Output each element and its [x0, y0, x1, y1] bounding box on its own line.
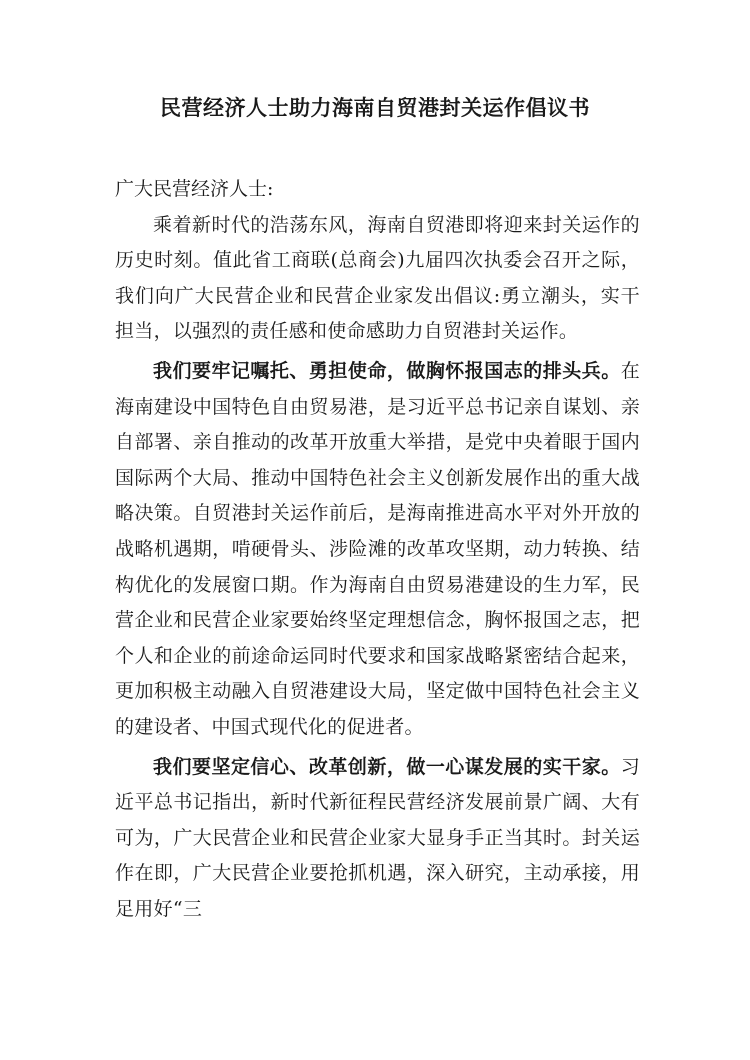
paragraph-2-lead: 我们要牢记嘱托、勇担使命，做胸怀报国志的排头兵。: [153, 359, 621, 382]
paragraph-2-text: 在海南建设中国特色自由贸易港，是习近平总书记亲自谋划、亲自部署、亲自推动的改革开放重大举措，是党中央着眼于国内国际两个大局、推动中国特色社会主义创新发展作出的重大战略决策。自贸港封关运作前后，是海南推进高水平对外开放的战略机遇期，啃硬骨头、涉险滩的改革攻坚期，动力转换、结构优化的发展窗口期。作为海南自由贸易港建设的生力军，民营企业和民营企业家要始终坚定理想信念，胸怀报国之志，把个人和企业的前途命运同时代要求和国家战略紧密结合起来，更加积极主动融入自贸港建设大局，坚定做中国特色社会主义的建设者、中国式现代化的促进者。: [115, 359, 640, 738]
paragraph-3-lead: 我们要坚定信心、改革创新，做一心谋发展的实干家。: [153, 755, 621, 778]
paragraph-3-text: 习近平总书记指出，新时代新征程民营经济发展前景广阔、大有可为，广大民营企业和民营企业家大显身手正当其时。封关运作在即，广大民营企业要抢抓机遇，深入研究，主动承接，用足用好“三: [115, 755, 640, 920]
document-body: [115, 172, 640, 927]
paragraph-3: [115, 750, 640, 928]
paragraph-1-text: 乘着新时代的浩荡东风，海南自贸港即将迎来封关运作的历史时刻。值此省工商联(总商会)九届四次执委会召开之际，我们向广大民营企业和民营企业家发出倡议:勇立潮头，实干担当，以强烈的责任感和使命感助力自贸港封关运作。: [115, 213, 640, 343]
paragraph-1: [115, 208, 640, 350]
paragraph-2: [115, 354, 640, 746]
document-title: 民营经济人士助力海南自贸港封关运作倡议书: [160, 95, 590, 120]
salutation: 广大民营经济人士:: [115, 178, 274, 200]
